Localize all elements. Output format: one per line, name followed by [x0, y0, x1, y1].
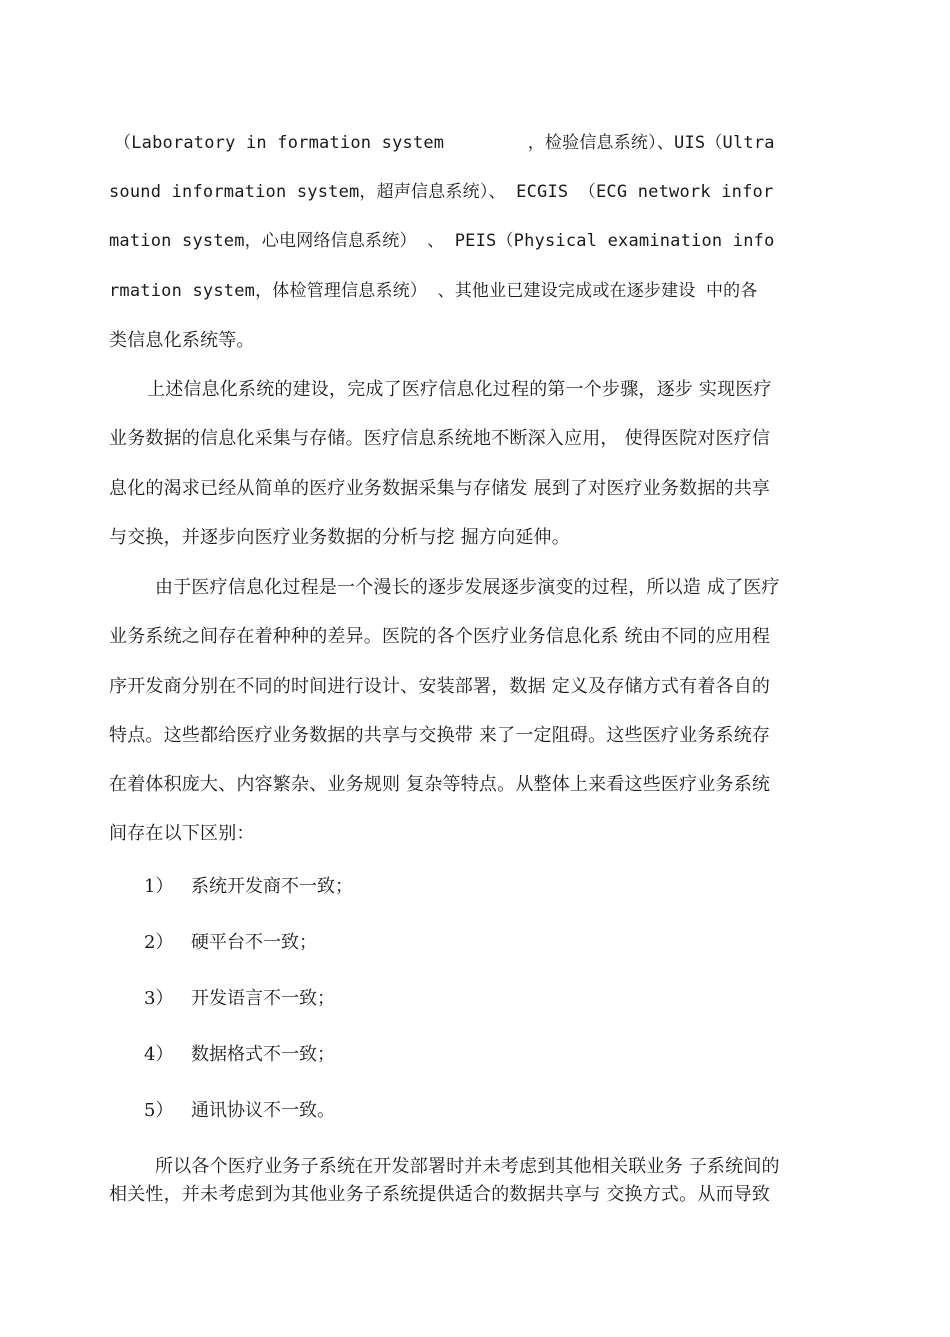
text-line: 与交换，并逐步向医疗业务数据的分析与挖 掘方向延伸。 — [109, 527, 570, 548]
text-line: （Laboratory in formation system ，检验信息系统）、UIS（Ultra — [114, 133, 775, 153]
list-number: 1） — [144, 876, 174, 897]
list-text: 开发语言不一致； — [191, 988, 335, 1009]
list-text: 硬平台不一致； — [191, 932, 317, 953]
text-line: 在着体积庞大、内容繁杂、业务规则 复杂等特点。从整体上来看这些医疗业务系统 — [109, 774, 771, 795]
list-text: 系统开发商不一致； — [191, 876, 353, 897]
list-text: 通讯协议不一致。 — [191, 1100, 335, 1121]
text-line: mation system，心电网络信息系统） 、 PEIS（Physical examination info — [109, 231, 775, 251]
text-line: 间存在以下区别： — [109, 823, 255, 844]
text-line: 相关性，并未考虑到为其他业务子系统提供适合的数据共享与 交换方式。从而导致 — [109, 1184, 771, 1205]
text-line: 类信息化系统等。 — [109, 330, 255, 351]
text-line: 所以各个医疗业务子系统在开发部署时并未考虑到其他相关联业务 子系统间的 — [155, 1156, 780, 1177]
list-number: 4） — [144, 1044, 174, 1065]
list-number: 3） — [144, 988, 174, 1009]
text-line: rmation system，体检管理信息系统） 、其他业已建设完成或在逐步建设 中的各 — [109, 281, 758, 301]
list-number: 2） — [144, 932, 174, 953]
text-line: 特点。这些都给医疗业务数据的共享与交换带 来了一定阻碍。这些医疗业务系统存 — [109, 725, 771, 746]
text-line: 业务系统之间存在着种种的差异。医院的各个医疗业务信息化系 统由不同的应用程 — [109, 626, 771, 647]
text-line: 序开发商分别在不同的时间进行设计、安装部署，数据 定义及存储方式有着各自的 — [109, 676, 771, 697]
list-text: 数据格式不一致； — [191, 1044, 335, 1065]
text-line: 由于医疗信息化过程是一个漫长的逐步发展逐步演变的过程，所以造 成了医疗 — [155, 577, 780, 598]
text-line: 业务数据的信息化采集与存储。医疗信息系统地不断深入应用， 使得医院对医疗信 — [109, 428, 771, 449]
text-line: sound information system，超声信息系统）、 ECGIS （ECG network infor — [109, 182, 774, 202]
text-line: 息化的渴求已经从简单的医疗业务数据采集与存储发 展到了对医疗业务数据的共享 — [109, 478, 771, 499]
list-number: 5） — [144, 1100, 174, 1121]
text-line: 上述信息化系统的建设，完成了医疗信息化过程的第一个步骤，逐步 实现医疗 — [147, 379, 772, 400]
